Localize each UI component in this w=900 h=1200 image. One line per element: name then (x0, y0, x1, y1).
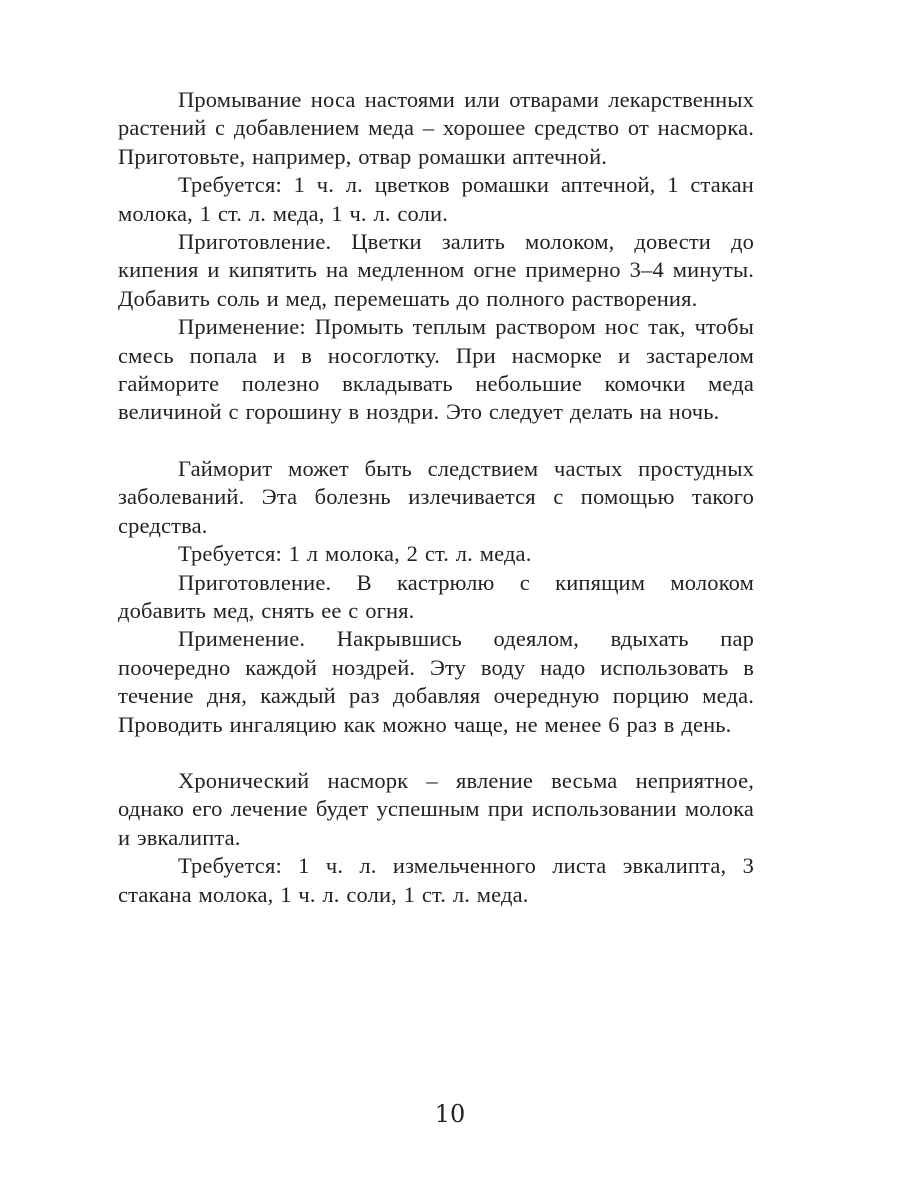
paragraph-preparation: Приготовление. В кастрюлю с кипящим молоком добавить мед, снять ее с огня. (118, 569, 754, 623)
paragraph-preparation: Приготовление. Цветки залить молоком, довести до кипения и кипятить на медленном огне примерно 3–4 минуты. Добавить соль и мед, перемешать до полного растворения. (118, 229, 754, 311)
section-chronic-rhinitis-remedy (118, 767, 754, 909)
paragraph-ingredients: Требуется: 1 ч. л. измельченного листа эвкалипта, 3 стакана молока, 1 ч. л. соли, 1 ст. л. меда. (118, 853, 754, 907)
paragraph-ingredients: Требуется: 1 ч. л. цветков ромашки аптечной, 1 стакан молока, 1 ст. л. меда, 1 ч. л. соли. (118, 172, 754, 226)
page-number: 10 (434, 1100, 466, 1128)
paragraph-ingredients: Требуется: 1 л молока, 2 ст. л. меда. (178, 541, 532, 567)
paragraph-application: Применение. Накрывшись одеялом, вдыхать пар поочередно каждой ноздрей. Эту воду надо использовать в течение дня, каждый раз добавляя очередную порцию меда. Проводить ингаляцию как можно чаще, не менее 6 раз в день. (118, 626, 754, 737)
page-body (118, 86, 754, 909)
paragraph-intro: Гайморит может быть следствием частых простудных заболеваний. Эта болезнь излечивается с помощью такого средства. (118, 455, 754, 538)
paragraph-intro: Хронический насморк – явление весьма неприятное, однако его лечение будет успешным при использовании молока и эвкалипта. (118, 767, 754, 850)
paragraph-application: Применение: Промыть теплым раствором нос так, чтобы смесь попала и в носоглотку. При насморке и застарелом гайморите полезно вкладывать небольшие комочки меда величиной с горошину в ноздри. Это следует делать на ночь. (118, 314, 754, 425)
paragraph-intro: Промывание носа настоями или отварами лекарственных растений с добавлением меда – хорошее средство от насморка. Приготовьте, например, отвар ромашки аптечной. (118, 87, 754, 169)
section-sinusitis-remedy (118, 455, 754, 739)
section-chamomile-remedy (118, 86, 754, 427)
